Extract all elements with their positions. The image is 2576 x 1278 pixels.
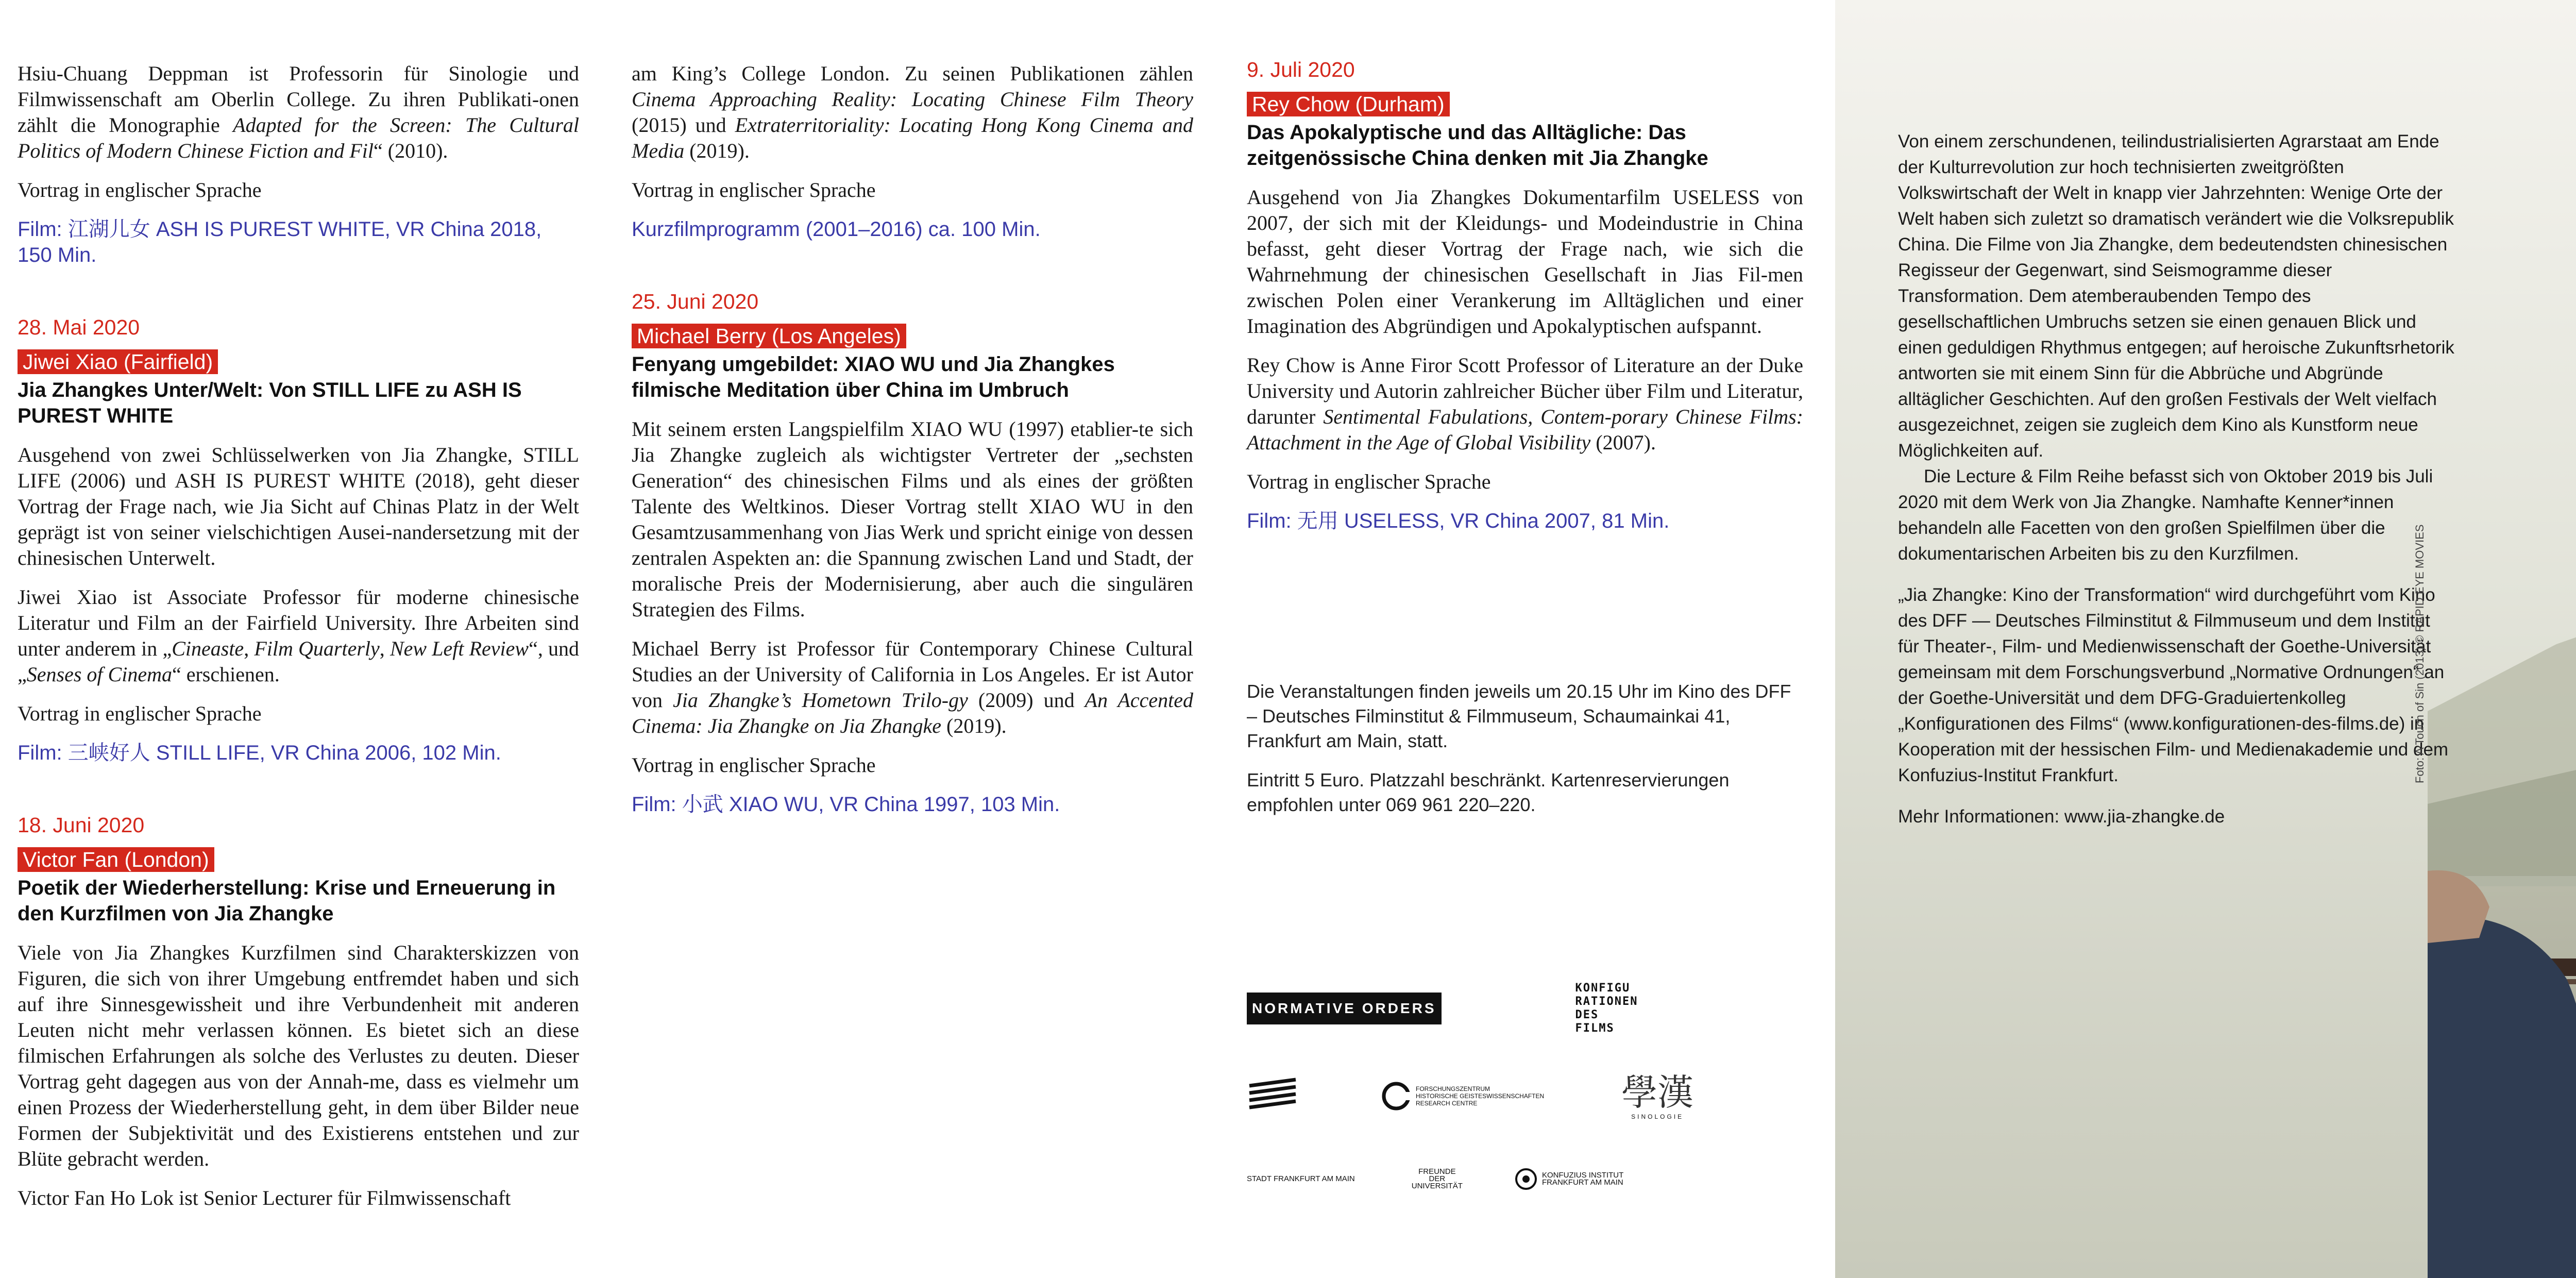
film-info: Film: 三峡好人 STILL LIFE, VR China 2006, 102 Min. xyxy=(18,742,501,764)
normative-orders-logo: NORMATIVE ORDERS xyxy=(1247,993,1442,1024)
speaker-bio: Jiwei Xiao ist Associate Professor für moderne chinesische Literatur und Film an der Fairfield University. Ihre Arbeiten sind unter anderem in „Cineaste, Film Quarterly, New Left Review“, und „Senses of Cinema“ erschienen. xyxy=(18,585,579,686)
lecture-title: Jia Zhangkes Unter/Welt: Von STILL LIFE zu ASH IS PUREST WHITE xyxy=(18,379,522,427)
lecture-abstract: Mit seinem ersten Langspielfilm XIAO WU (1997) etablier-te sich Jia Zhangke zugleich als wichtigster Vertreter der „sechsten Generation“ des chinesischen Films und als eines der größten Talente des Weltkinos. Dieser Vortrag stellt XIAO WU in den Gesamtzusammenhang von Jias Werk und spricht einige von dessen zentralen Aspekten an: die Spannung zwischen Land und Stadt, der moralische Preis der Modernisierung, aber auch die singulären Strategien des Films. xyxy=(632,417,1193,621)
vortrag-note: Vortrag in englischer Sprache xyxy=(632,178,876,201)
speaker-badge: Michael Berry (Los Angeles) xyxy=(632,324,906,348)
lecture-title: Fenyang umgebildet: XIAO WU und Jia Zhangkes filmische Meditation über China im Umbruch xyxy=(632,353,1115,401)
film-info: Kurzfilmprogramm (2001–2016) ca. 100 Min. xyxy=(632,218,1041,241)
speaker-bio-cont: am King’s College London. Zu seinen Publikationen zählen Cinema Approaching Reality: Locating Chinese Film Theory (2015) und Extraterritoriality: Locating Hong Kong Cinema and Media (2019). xyxy=(632,62,1193,162)
freunde-universitaet-logo: FREUNDE DER UNIVERSITÄT xyxy=(1411,1167,1463,1190)
intro-paragraph-3: „Jia Zhangke: Kino der Transformation“ wird durchgeführt vom Kino des DFF — Deutsches Filminstitut & Filmmuseum und dem Institut für Theater-, Film- und Medienwissenschaft der Goethe-Universität gemeinsam mit dem Forschungsverbund „Normative Ordnungen“ an der Goethe-Universität und dem DFG-Graduiertenkolleg „Konfigurationen des Films“ (www.konfigurationen-des-films.de) in Kooperation mit der hessischen Film- und Medienakademie und dem Konfuzius-Institut Frankfurt. xyxy=(1898,585,2449,785)
column-3 xyxy=(1247,0,1803,1278)
more-info-link[interactable]: Mehr Informationen: www.jia-zhangke.de xyxy=(1898,806,2225,827)
lecture-date: 9. Juli 2020 xyxy=(1247,58,1355,81)
konfigurationen-logo: KONFIGU RATIONEN DES FILMS xyxy=(1575,982,1638,1035)
speaker-bio: Victor Fan Ho Lok ist Senior Lecturer für Filmwissenschaft xyxy=(18,1186,511,1209)
logo-row-1 xyxy=(1247,982,1793,1035)
column-1 xyxy=(18,61,579,1224)
waves-logo xyxy=(1247,1075,1298,1117)
cover-panel xyxy=(1835,0,2576,1278)
photo-credit: Foto: A Touch of Sin (2013) © RAPID EYE MOVIES xyxy=(2413,524,2426,783)
stadt-frankfurt-logo: STADT FRANKFURT AM MAIN xyxy=(1247,1174,1355,1183)
lecture-abstract: Ausgehend von Jia Zhangkes Dokumentarfilm USELESS von 2007, der sich mit der Kleidungs- und Modeindustrie in China befasst, geht dieser Vortrag der Frage nach, wie sich die Wahrnehmung der chinesischen Gesellschaft in Jias Fil-men zwischen Polen einer Verankerung im Alltäglichen und einer Imagination des Abgründigen und Apokalyptischen aufspannt. xyxy=(1247,186,1803,338)
intro-paragraph-1: Von einem zerschundenen, teilindustrialisierten Agrarstaat am Ende der Kulturrevolution zur hoch technisierten zweitgrößten Volkswirtschaft der Welt in knapp vier Jahrzehnten: Wenige Orte der Welt haben sich zuletzt so dramatisch verändert wie die Volksrepublik China. Die Filme von Jia Zhangke, dem bedeutendsten chinesischen Regisseur der Gegenwart, sind Seismogramme dieser Transformation. Dem atemberaubenden Tempo des gesellschaftlichen Umbruchs setzen sie einen genauen Blick und einen geduldigen Rhythmus entgegen; auf heroische Zukunftsrhetorik antworten sie mit einem Sinn für die Abbrüche und Abgründe alltäglicher Geschichten. Auf den großen Festivals der Welt vielfach ausgezeichnet, zeigen sie zugleich dem Kino als Kunstform neue Möglichkeiten auf. xyxy=(1898,131,2454,461)
venue-info: Die Veranstaltungen finden jeweils um 20.15 Uhr im Kino des DFF – Deutsches Filminstitut & Filmmuseum, Schaumainkai 41, Frankfurt am Main, statt. xyxy=(1247,681,1791,751)
film-info: Film: 无用 USELESS, VR China 2007, 81 Min. xyxy=(1247,510,1670,532)
intro-bio: Hsiu-Chuang Deppman ist Professorin für Sinologie und Filmwissenschaft am Oberlin College. Zu ihren Publikati-onen zählt die Monographie Adapted for the Screen: The Cultural Politics of Modern Chinese Fiction and Fil“ (2010). xyxy=(18,62,579,162)
film-info: Film: 江湖儿女 ASH IS PUREST WHITE, VR China 2018, 150 Min. xyxy=(18,218,542,266)
lecture-title: Poetik der Wiederherstellung: Krise und Erneuerung in den Kurzfilmen von Jia Zhangke xyxy=(18,877,556,925)
lecture-abstract: Viele von Jia Zhangkes Kurzfilmen sind Charakterskizzen von Figuren, die sich von ihrer Umgebung entfremdet haben und sich auf ihre Sinnesgewissheit und ihre Verbundenheit mit anderen Leuten nicht mehr verlassen können. Es bietet sich an diese filmischen Erfahrungen als solche des Verlustes zu deuten. Dieser Vortrag geht dagegen aus von der Annah-me, dass es vielmehr um einen Prozess der Wiederherstellung geht, in dem über Bilder neue Formen der Subjektivität und des Existierens entstehen und zur Blüte gebracht werden. xyxy=(18,941,579,1170)
column-2 xyxy=(632,61,1193,864)
vortrag-note: Vortrag in englischer Sprache xyxy=(18,702,262,725)
speaker-bio: Rey Chow is Anne Firor Scott Professor of Literature an der Duke University und Autorin zahlreicher Bücher über Film und Literatur, darunter Sentimental Fabulations, Contem-porary Chinese Films: Attachment in the Age of Global Visibility (2007). xyxy=(1247,354,1803,454)
speaker-badge: Jiwei Xiao (Fairfield) xyxy=(18,349,218,374)
konfuzius-institut-logo: KONFUZIUS INSTITUT FRANKFURT AM MAIN xyxy=(1514,1167,1623,1191)
lecture-abstract: Ausgehend von zwei Schlüsselwerken von Jia Zhangke, STILL LIFE (2006) und ASH IS PUREST WHITE (2018), geht dieser Vortrag der Frage nach, wie Jia Sicht auf Chinas Platz in der Welt geprägt ist von seiner vielschichtigen Ausei-nandersetzung mit der chinesischen Unterwelt. xyxy=(18,443,579,569)
lecture-title: Das Apokalyptische und das Alltägliche: Das zeitgenössische China denken mit Jia Zhangke xyxy=(1247,121,1708,170)
vortrag-note: Vortrag in englischer Sprache xyxy=(632,753,876,777)
intro-paragraph-2: Die Lecture & Film Reihe befasst sich von Oktober 2019 bis Juli 2020 mit dem Werk von Jia Zhangke. Namhafte Kenner*innen behandeln alle Facetten von den großen Spielfilmen über die dokumentarischen Arbeiten bis zu den Kurzfilmen. xyxy=(1898,466,2433,564)
logo-row-3 xyxy=(1247,1167,1793,1191)
lecture-date: 18. Juni 2020 xyxy=(18,813,145,837)
speaker-badge: Victor Fan (London) xyxy=(18,847,214,872)
film-info: Film: 小武 XIAO WU, VR China 1997, 103 Min. xyxy=(632,793,1060,816)
logo-row-2 xyxy=(1247,1072,1793,1120)
sinologie-logo: 學漢 SINOLOGIE xyxy=(1621,1072,1694,1120)
vortrag-note: Vortrag in englischer Sprache xyxy=(18,178,262,201)
intro-text xyxy=(1898,129,2454,845)
vortrag-note: Vortrag in englischer Sprache xyxy=(1247,470,1491,493)
lecture-date: 25. Juni 2020 xyxy=(632,290,759,313)
ticket-info: Eintritt 5 Euro. Platzzahl beschränkt. Kartenreservierungen empfohlen unter 069 961 220–220. xyxy=(1247,769,1730,815)
lecture-date: 28. Mai 2020 xyxy=(18,315,140,339)
speaker-badge: Rey Chow (Durham) xyxy=(1247,92,1450,116)
forschungszentrum-logo: FORSCHUNGSZENTRUM HISTORISCHE GEISTESWISSENSCHAFTEN RESEARCH CENTRE xyxy=(1381,1081,1544,1112)
speaker-bio: Michael Berry ist Professor für Contemporary Chinese Cultural Studies an der University of California in Los Angeles. Er ist Autor von Jia Zhangke’s Hometown Trilo-gy (2009) und An Accented Cinema: Jia Zhangke on Jia Zhangke (2019). xyxy=(632,637,1193,737)
